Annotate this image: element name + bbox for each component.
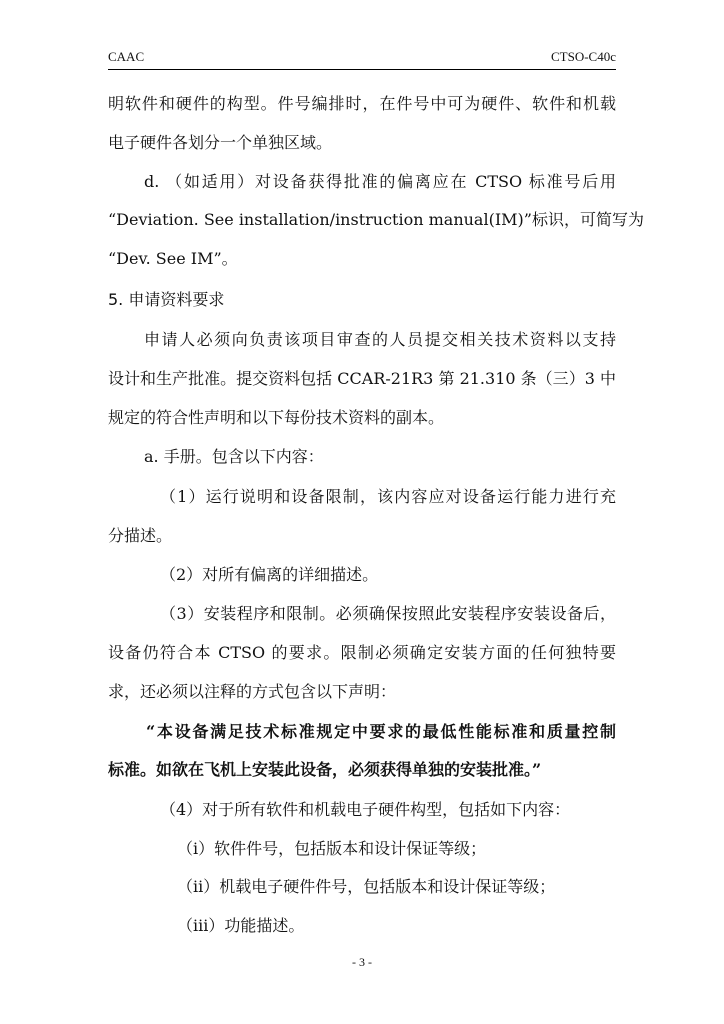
list-item: （iii）功能描述。 <box>177 916 305 935</box>
text-line: 明软件和硬件的构型。件号编排时，在件号中可为硬件、软件和机载 <box>108 94 616 113</box>
list-item: （2）对所有偏离的详细描述。 <box>160 565 379 584</box>
text-line: 设备仍符合本 CTSO 的要求。限制必须确定安装方面的任何独特要 <box>108 643 616 662</box>
header-rule <box>108 69 616 70</box>
header-doc-number: CTSO-C40c <box>551 49 616 64</box>
list-item: （4）对于所有软件和机载电子硬件构型，包括如下内容： <box>160 800 571 819</box>
section-heading: 5. 申请资料要求 <box>108 290 225 309</box>
text-line: 规定的符合性声明和以下每份技术资料的副本。 <box>108 408 445 427</box>
text-line: 申请人必须向负责该项目审查的人员提交相关技术资料以支持 <box>144 330 616 349</box>
list-item: （i）软件件号，包括版本和设计保证等级； <box>177 839 487 858</box>
quoted-statement: 标准。如欲在飞机上安装此设备，必须获得单独的安装批准。” <box>108 760 542 779</box>
text-line: 分描述。 <box>108 526 173 545</box>
page-header <box>108 49 616 67</box>
text-line: （1）运行说明和设备限制，该内容应对设备运行能力进行充 <box>160 487 616 506</box>
text-line: “Dev. See IM”。 <box>108 249 238 268</box>
page-number: - 3 - <box>352 955 372 969</box>
text-line: （3）安装程序和限制。必须确保按照此安装程序安装设备后， <box>160 604 616 623</box>
quoted-statement: “本设备满足技术标准规定中要求的最低性能标准和质量控制 <box>146 722 616 741</box>
text-line: d. （如适用）对设备获得批准的偏离应在 CTSO 标准号后用 <box>144 172 616 191</box>
list-item: （ii）机载电子硬件件号，包括版本和设计保证等级； <box>177 877 556 896</box>
text-line: 电子硬件各划分一个单独区域。 <box>108 133 333 152</box>
text-line: 设计和生产批准。提交资料包括 CCAR-21R3 第 21.310 条（三）3 中 <box>108 369 616 388</box>
list-item: a. 手册。包含以下内容： <box>144 447 324 466</box>
header-org: CAAC <box>108 49 145 64</box>
text-line: 求，还必须以注释的方式包含以下声明： <box>108 682 397 701</box>
text-line: “Deviation. See installation/instruction manual(IM)”标识，可简写为 <box>108 210 644 229</box>
